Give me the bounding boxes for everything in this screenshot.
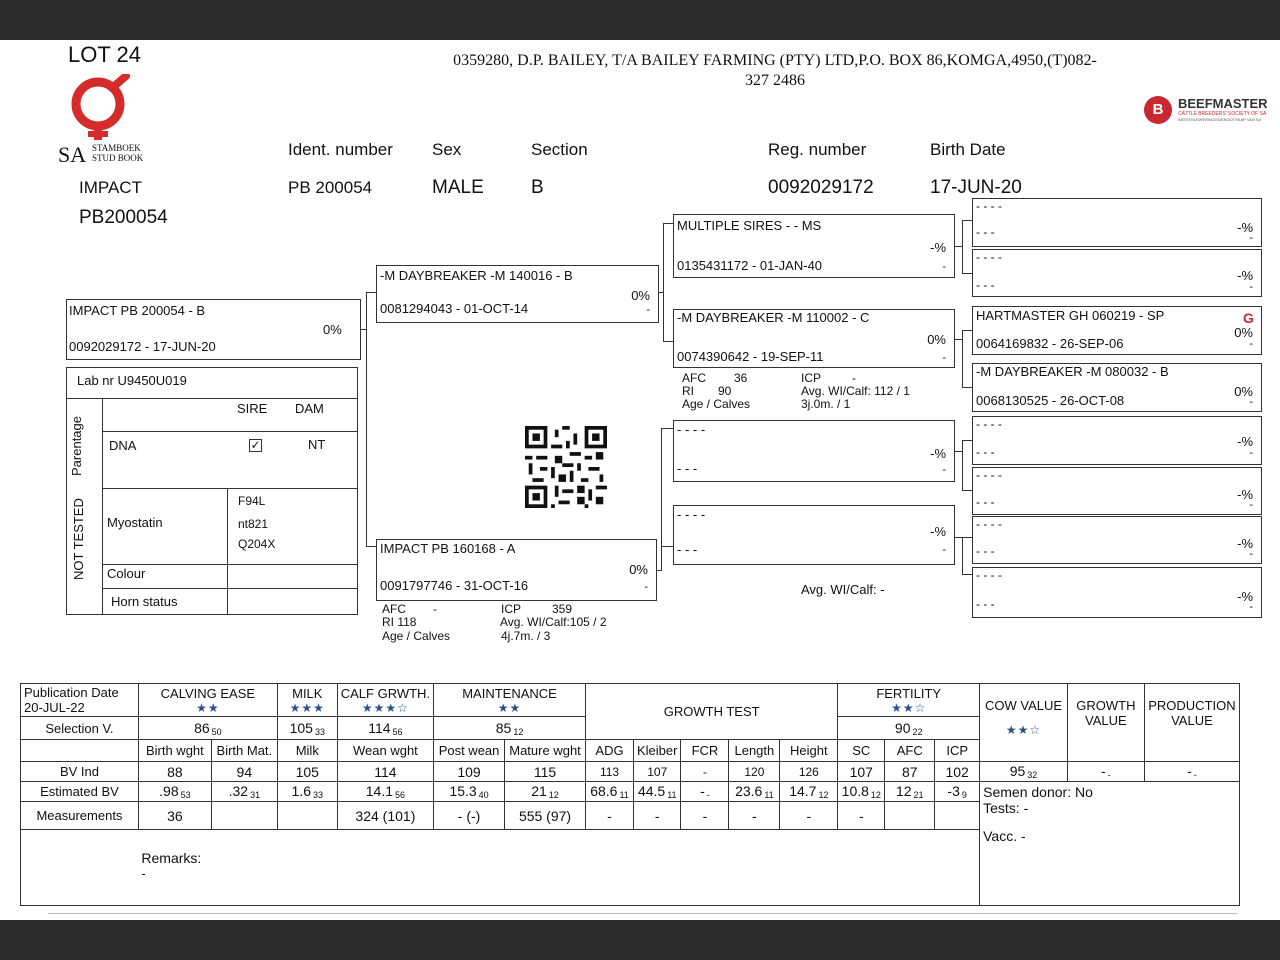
ggp-4-dash: - <box>1249 396 1253 408</box>
ggp-4-box <box>972 363 1262 412</box>
production-value-header: PRODUCTION VALUE <box>1144 684 1239 762</box>
ggp-6-reg: - - - <box>976 495 995 509</box>
sire-box <box>376 265 659 323</box>
meas-cell: - <box>729 802 780 830</box>
ggp-8-name: - - - - <box>976 568 1002 582</box>
reg-label: Reg. number <box>768 140 867 159</box>
bv-cell: 88 <box>138 762 211 782</box>
dam-ri: RI 118 <box>382 615 417 629</box>
sire-dam-icp-value: - <box>852 371 856 385</box>
dam-sire-dash: - <box>942 464 946 476</box>
publication-cell: Publication Date 20-JUL-22 <box>21 684 139 717</box>
section-label: Section <box>531 140 588 159</box>
growth-value-header: GROWTH VALUE <box>1067 684 1144 762</box>
ebv-cell: 15.3 $_{40}$ <box>434 782 505 802</box>
subject-reg: 0092029172 - 17-JUN-20 <box>69 339 216 354</box>
meas-cell: - (-) <box>434 802 505 830</box>
horn-status-label: Horn status <box>111 594 178 609</box>
ebv-cell: 12 $_{21}$ <box>885 782 935 802</box>
ebv-cell: 21 $_{12}$ <box>505 782 586 802</box>
tests: Tests: - <box>983 800 1029 816</box>
ggp-1-reg: - - - <box>976 225 995 239</box>
performance-table <box>20 683 1240 906</box>
myostatin-nt821: nt821 <box>238 517 269 531</box>
ggp-2-pct: -% <box>1237 268 1253 283</box>
dam-afc-label: AFC <box>382 602 406 616</box>
dna-label: DNA <box>109 438 137 453</box>
ebv-label: Estimated BV <box>21 782 139 802</box>
sel-maint: 85 $_{12}$ <box>434 717 586 740</box>
lot-number: LOT 24 <box>68 42 141 67</box>
ggp-2-name: - - - - <box>976 250 1002 264</box>
fertility-header: FERTILITY ★★☆ <box>838 684 980 717</box>
sex-label: Sex <box>432 140 462 159</box>
sire-dam-afc-value: 36 <box>734 371 748 385</box>
lab-box <box>66 367 358 615</box>
ggp-6-dash: - <box>1249 499 1253 511</box>
dam-icp-value: 359 <box>552 602 573 616</box>
selection-label: Selection V. <box>21 717 139 740</box>
ebv-cell: 44.5 $_{11}$ <box>634 782 681 802</box>
ggp-4-pct: 0% <box>1234 384 1253 399</box>
dam-sire-name: - - - - <box>677 422 706 437</box>
breeder-line-2: 327 2486 <box>745 72 805 89</box>
sire-sire-pct: -% <box>930 240 946 255</box>
meas-cell: 36 <box>138 802 211 830</box>
ident-label: Ident. number <box>288 140 393 159</box>
meas-cell: 555 (97) <box>505 802 586 830</box>
remarks-cell <box>138 830 979 906</box>
sa-mark-icon: G <box>1243 310 1254 326</box>
ggp-1-box <box>972 198 1262 247</box>
sa-studbook-logo-icon <box>68 74 132 144</box>
dam-wi: Avg. WI/Calf:105 / 2 <box>500 615 607 629</box>
meas-cell: - <box>586 802 634 830</box>
sire-sire-name: MULTIPLE SIRES - - MS <box>677 218 822 233</box>
sire-dam-pct: 0% <box>927 332 946 347</box>
trait-header: ADG <box>586 740 634 762</box>
ebv-cell: 68.6 $_{11}$ <box>586 782 634 802</box>
meas-cell <box>935 802 980 830</box>
bv-cow-value: 95 $_{32}$ <box>980 762 1068 782</box>
ggp-1-pct: -% <box>1237 220 1253 235</box>
ggp-3-box <box>972 306 1262 355</box>
sire-dam-ri-value: 90 <box>718 384 732 398</box>
remarks-label: Remarks: <box>141 850 202 866</box>
beefmaster-sub2: BEESTELEWERINGSGENOOTSKAP VAN SA <box>1178 117 1262 122</box>
sire-dam-reg: 0074390642 - 19-SEP-11 <box>677 349 824 364</box>
bv-label: BV Ind <box>21 762 139 782</box>
bv-cell: 94 <box>211 762 277 782</box>
calving-ease-header: CALVING EASE ★★ <box>138 684 277 717</box>
sire-sire-dash: - <box>942 261 946 273</box>
calving-stars-icon: ★★ <box>196 700 220 715</box>
meas-cell: - <box>838 802 885 830</box>
sire-sire-box <box>673 214 955 278</box>
dam-icp-label: ICP <box>501 602 522 616</box>
growth-test-header: GROWTH TEST <box>586 684 838 740</box>
parentage-label: Parentage <box>69 416 84 476</box>
milk-stars-icon: ★★★ <box>289 700 325 715</box>
sire-name: -M DAYBREAKER -M 140016 - B <box>380 268 573 283</box>
trait-header: Birth Mat. <box>211 740 277 762</box>
birth-label: Birth Date <box>930 140 1006 159</box>
trait-header: AFC <box>885 740 935 762</box>
dna-dam-value: NT <box>308 437 326 452</box>
sire-sire-reg: 0135431172 - 01-JAN-40 <box>677 258 823 273</box>
bv-cell: 105 <box>277 762 337 782</box>
trait-header: Mature wght <box>505 740 586 762</box>
colour-label: Colour <box>107 566 146 581</box>
trait-header: FCR <box>681 740 729 762</box>
dam-reg: 0091797746 - 31-OCT-16 <box>380 578 529 593</box>
trait-header: Wean wght <box>337 740 433 762</box>
meas-cell: - <box>780 802 838 830</box>
bv-row <box>21 762 1240 782</box>
ggp-4-reg: 0068130525 - 26-OCT-08 <box>976 393 1125 408</box>
dam-sire-box <box>673 420 955 482</box>
sire-dam-wi: Avg. WI/Calf: 112 / 1 <box>801 384 910 398</box>
sire-pct: 0% <box>631 288 650 303</box>
meas-cell <box>277 802 337 830</box>
ggp-2-reg: - - - <box>976 278 995 292</box>
sire-dash: - <box>646 304 650 316</box>
dam-dam-dash: - <box>942 544 946 556</box>
bv-growth-value: - $_-$ <box>1067 762 1144 782</box>
lab-number: Lab nr U9450U019 <box>77 373 187 388</box>
ebv-cell: 1.6 $_{33}$ <box>277 782 337 802</box>
bv-production-value: - $_-$ <box>1144 762 1239 782</box>
beefmaster-sub1: CATTLE BREEDERS' SOCIETY OF SA <box>1178 111 1267 117</box>
dam-dam-reg: - - - <box>677 542 698 557</box>
ggp-6-pct: -% <box>1237 487 1253 502</box>
myostatin-q204x: Q204X <box>238 537 276 551</box>
dam-dash: - <box>644 581 648 593</box>
meas-cell: - <box>681 802 729 830</box>
dam-afc-value: - <box>433 602 437 616</box>
sex-value: MALE <box>432 177 484 198</box>
subject-name: IMPACT PB 200054 - B <box>69 303 206 318</box>
semen-tests-cell <box>980 782 1240 906</box>
ggp-3-reg: 0064169832 - 26-SEP-06 <box>976 336 1124 351</box>
bv-cell: 107 <box>838 762 885 782</box>
birth-date: 17-JUN-20 <box>930 177 1022 198</box>
bv-cell: 115 <box>505 762 586 782</box>
pedigree-certificate <box>0 40 1280 920</box>
ggp-1-name: - - - - <box>976 199 1002 213</box>
myostatin-label: Myostatin <box>107 515 163 530</box>
dna-sire-checkbox-icon: ✓ <box>250 438 261 452</box>
myostatin-f94l: F94L <box>238 494 266 508</box>
ggp-2-box <box>972 249 1262 297</box>
dam-dam-wi: Avg. WI/Calf: - <box>801 582 885 597</box>
ggp-6-box <box>972 467 1262 515</box>
ggp-7-pct: -% <box>1237 536 1253 551</box>
trait-header: Birth wght <box>138 740 211 762</box>
bv-cell: 102 <box>935 762 980 782</box>
sire-dam-afc-label: AFC <box>682 371 706 385</box>
dam-sire-reg: - - - <box>677 461 698 476</box>
cow-value-header: COW VALUE ★★☆ <box>980 684 1068 762</box>
ggp-5-reg: - - - <box>976 445 995 459</box>
trait-header: Length <box>729 740 780 762</box>
dam-header: DAM <box>295 401 324 416</box>
meas-cell: 324 (101) <box>337 802 433 830</box>
sa-logo-letters: SA <box>58 142 87 167</box>
subject-box <box>66 299 361 360</box>
subject-pct: 0% <box>323 322 342 337</box>
sel-calving: 86 $_{50}$ <box>138 717 277 740</box>
ebv-cell: -3 $_9$ <box>935 782 980 802</box>
ebv-row <box>21 782 1240 802</box>
ebv-cell: .98 $_{53}$ <box>138 782 211 802</box>
semen-donor: Semen donor: No <box>983 784 1093 800</box>
meas-cell: - <box>634 802 681 830</box>
dam-dam-name: - - - - <box>677 507 706 522</box>
studbook-text: STAMBOEK STUD BOOK <box>92 143 144 163</box>
dam-age-value: 4j.7m. / 3 <box>501 629 551 643</box>
sire-header: SIRE <box>237 401 268 416</box>
ebv-cell: - $_-$ <box>681 782 729 802</box>
ebv-cell: 23.6 $_{11}$ <box>729 782 780 802</box>
measurements-label: Measurements <box>21 802 139 830</box>
trait-header: ICP <box>935 740 980 762</box>
not-tested-label: NOT TESTED <box>71 498 86 580</box>
dam-pct: 0% <box>629 562 648 577</box>
trait-header: Height <box>780 740 838 762</box>
sire-reg: 0081294043 - 01-OCT-14 <box>380 301 529 316</box>
sire-dam-box <box>673 309 955 368</box>
milk-header: MILK ★★★ <box>277 684 337 717</box>
ebv-cell: 14.1 $_{56}$ <box>337 782 433 802</box>
bv-cell: 120 <box>729 762 780 782</box>
dam-dam-box <box>673 505 955 565</box>
ggp-6-name: - - - - <box>976 468 1002 482</box>
sire-dam-ri-label: RI <box>682 384 694 398</box>
dam-age-label: Age / Calves <box>382 629 451 643</box>
maintenance-header: MAINTENANCE ★★ <box>434 684 586 717</box>
bv-cell: 107 <box>634 762 681 782</box>
trait-header: Post wean <box>434 740 505 762</box>
bv-cell: - <box>681 762 729 782</box>
vaccination: Vacc. - <box>983 828 1026 844</box>
bv-cell: 109 <box>434 762 505 782</box>
bv-cell: 114 <box>337 762 433 782</box>
ggp-3-name: HARTMASTER GH 060219 - SP <box>976 308 1165 323</box>
reg-number: 0092029172 <box>768 177 874 198</box>
beefmaster-name: BEEFMASTER <box>1178 96 1268 111</box>
bv-cell: 113 <box>586 762 634 782</box>
animal-code: PB200054 <box>79 207 168 228</box>
sel-milk: 105 $_{33}$ <box>277 717 337 740</box>
bv-cell: 126 <box>780 762 838 782</box>
meas-cell <box>211 802 277 830</box>
sire-dam-dash: - <box>942 352 946 364</box>
ggp-7-reg: - - - <box>976 544 995 558</box>
ggp-1-dash: - <box>1249 232 1253 244</box>
ggp-8-dash: - <box>1249 601 1253 613</box>
ggp-3-pct: 0% <box>1234 325 1253 340</box>
trait-header: Milk <box>277 740 337 762</box>
remarks-text: - <box>141 866 146 881</box>
sel-calf: 114 $_{56}$ <box>337 717 433 740</box>
dam-sire-pct: -% <box>930 446 946 461</box>
section-value: B <box>531 177 544 198</box>
ggp-8-reg: - - - <box>976 597 995 611</box>
fert-stars-icon: ★★☆ <box>891 700 927 715</box>
beefmaster-logo-icon: B <box>1144 96 1172 124</box>
ggp-5-name: - - - - <box>976 417 1002 431</box>
sire-dam-age-value: 3j.0m. / 1 <box>801 397 851 411</box>
sire-dam-name: -M DAYBREAKER -M 110002 - C <box>677 310 870 325</box>
trait-header: SC <box>838 740 885 762</box>
ident-number: PB 200054 <box>288 178 373 197</box>
sire-dam-age-label: Age / Calves <box>682 397 751 411</box>
ggp-5-box <box>972 416 1262 465</box>
calf-stars-icon: ★★★☆ <box>361 700 409 715</box>
dam-dam-pct: -% <box>930 524 946 539</box>
ggp-8-box <box>972 567 1262 618</box>
ggp-5-pct: -% <box>1237 434 1253 449</box>
ggp-3-dash: - <box>1249 338 1253 350</box>
sel-fert: 90 $_{22}$ <box>838 717 980 740</box>
trait-header: Kleiber <box>634 740 681 762</box>
maint-stars-icon: ★★ <box>497 700 522 715</box>
calf-growth-header: CALF GRWTH. ★★★☆ <box>337 684 433 717</box>
ebv-cell: 10.8 $_{12}$ <box>838 782 885 802</box>
dam-name: IMPACT PB 160168 - A <box>380 541 516 556</box>
bv-cell: 87 <box>885 762 935 782</box>
ggp-4-name: -M DAYBREAKER -M 080032 - B <box>976 364 1169 379</box>
ggp-7-box <box>972 516 1262 564</box>
dam-box <box>376 539 657 601</box>
breeder-line-1: 0359280, D.P. BAILEY, T/A BAILEY FARMING (PTY) LTD,P.O. BOX 86,KOMGA,4950,(T)082- <box>453 52 1097 69</box>
ebv-cell: 14.7 $_{12}$ <box>780 782 838 802</box>
ggp-5-dash: - <box>1249 447 1253 459</box>
sire-dam-icp-label: ICP <box>801 371 822 385</box>
qr-code-icon <box>522 426 610 508</box>
ggp-7-name: - - - - <box>976 517 1002 531</box>
animal-name: IMPACT <box>79 178 142 197</box>
meas-cell <box>885 802 935 830</box>
ggp-2-dash: - <box>1249 281 1253 293</box>
cow-stars-icon: ★★☆ <box>1005 723 1042 737</box>
ggp-8-pct: -% <box>1237 589 1253 604</box>
ebv-cell: .32 $_{31}$ <box>211 782 277 802</box>
ggp-7-dash: - <box>1249 548 1253 560</box>
